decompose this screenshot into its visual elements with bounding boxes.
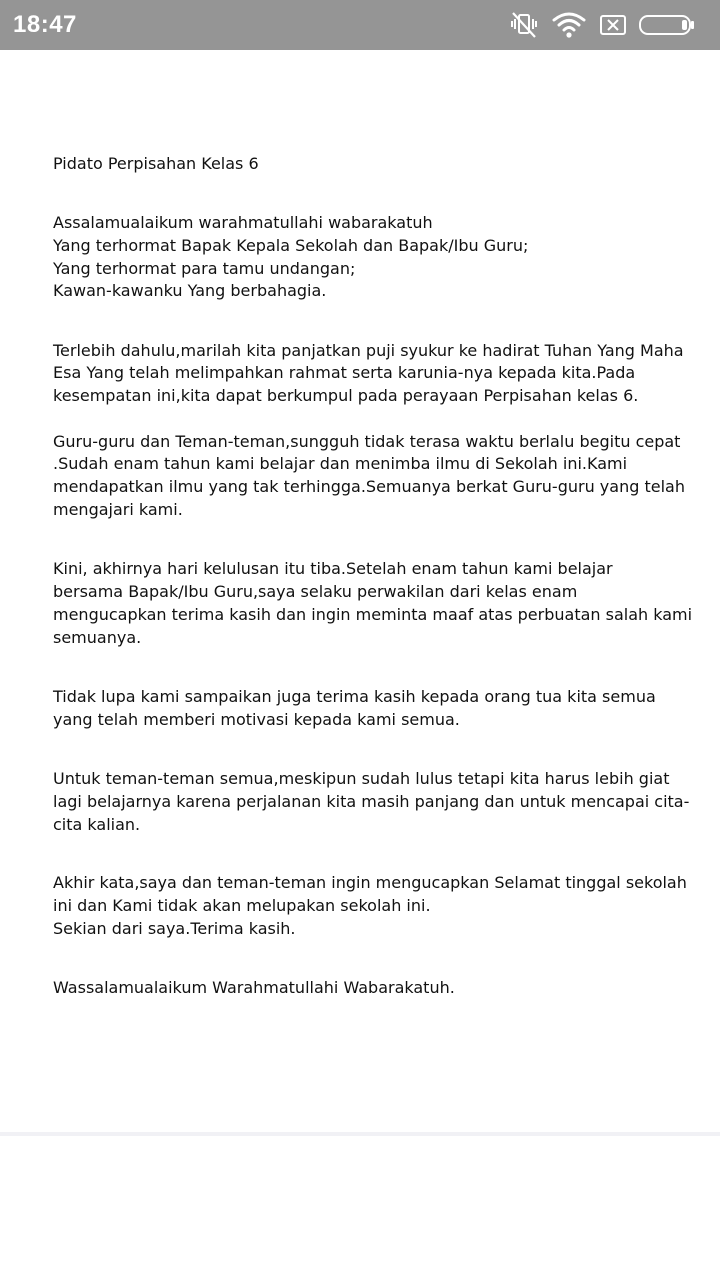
text-line: Akhir kata,saya dan teman-teman ingin mengucapkan Selamat tinggal sekolah	[53, 873, 687, 892]
text-line: Terlebih dahulu,marilah kita panjatkan puji syukur ke hadirat Tuhan Yang Maha	[53, 341, 684, 360]
text-line: ini dan Kami tidak akan melupakan sekolah ini.	[53, 896, 431, 915]
document-title: Pidato Perpisahan Kelas 6	[53, 154, 259, 173]
status-bar	[0, 0, 720, 50]
text-line: Guru-guru dan Teman-teman,sungguh tidak terasa waktu berlalu begitu cepat	[53, 432, 681, 451]
text-line: Assalamualaikum warahmatullahi wabarakatuh	[53, 213, 433, 232]
text-line: Esa Yang telah melimpahkan rahmat serta karunia-nya kepada kita.Pada	[53, 363, 636, 382]
text-line: yang telah memberi motivasi kepada kami semua.	[53, 710, 460, 729]
text-line: lagi belajarnya karena perjalanan kita masih panjang dan untuk mencapai cita-	[53, 792, 690, 811]
text-line: .Sudah enam tahun kami belajar dan menimba ilmu di Sekolah ini.Kami	[53, 454, 628, 473]
wifi-icon	[552, 9, 586, 41]
text-line: semuanya.	[53, 628, 142, 647]
status-icons	[508, 9, 708, 41]
bottom-blank-area	[0, 1136, 720, 1280]
text-line: mengucapkan terima kasih dan ingin meminta maaf atas perbuatan salah kami	[53, 605, 693, 624]
document-view[interactable]	[0, 50, 720, 1136]
no-sim-icon	[598, 9, 628, 41]
text-line: mengajari kami.	[53, 500, 183, 519]
text-line: cita kalian.	[53, 815, 141, 834]
text-line: mendapatkan ilmu yang tak terhingga.Semuanya berkat Guru-guru yang telah	[53, 477, 685, 496]
text-line: Yang terhormat Bapak Kepala Sekolah dan Bapak/Ibu Guru;	[53, 236, 529, 255]
text-line: Yang terhormat para tamu undangan;	[53, 259, 356, 278]
vibrate-off-icon	[508, 9, 540, 41]
text-line: Kawan-kawanku Yang berbahagia.	[53, 281, 327, 300]
text-line: bersama Bapak/Ibu Guru,saya selaku perwakilan dari kelas enam	[53, 582, 578, 601]
battery-icon	[638, 9, 696, 41]
text-line: Untuk teman-teman semua,meskipun sudah lulus tetapi kita harus lebih giat	[53, 769, 670, 788]
status-time: 18:47	[13, 11, 77, 38]
text-line: Kini, akhirnya hari kelulusan itu tiba.Setelah enam tahun kami belajar	[53, 559, 613, 578]
text-line: Tidak lupa kami sampaikan juga terima kasih kepada orang tua kita semua	[53, 687, 656, 706]
text-line: Sekian dari saya.Terima kasih.	[53, 919, 296, 938]
text-line: Wassalamualaikum Warahmatullahi Wabarakatuh.	[53, 978, 455, 997]
text-line: kesempatan ini,kita dapat berkumpul pada perayaan Perpisahan kelas 6.	[53, 386, 639, 405]
